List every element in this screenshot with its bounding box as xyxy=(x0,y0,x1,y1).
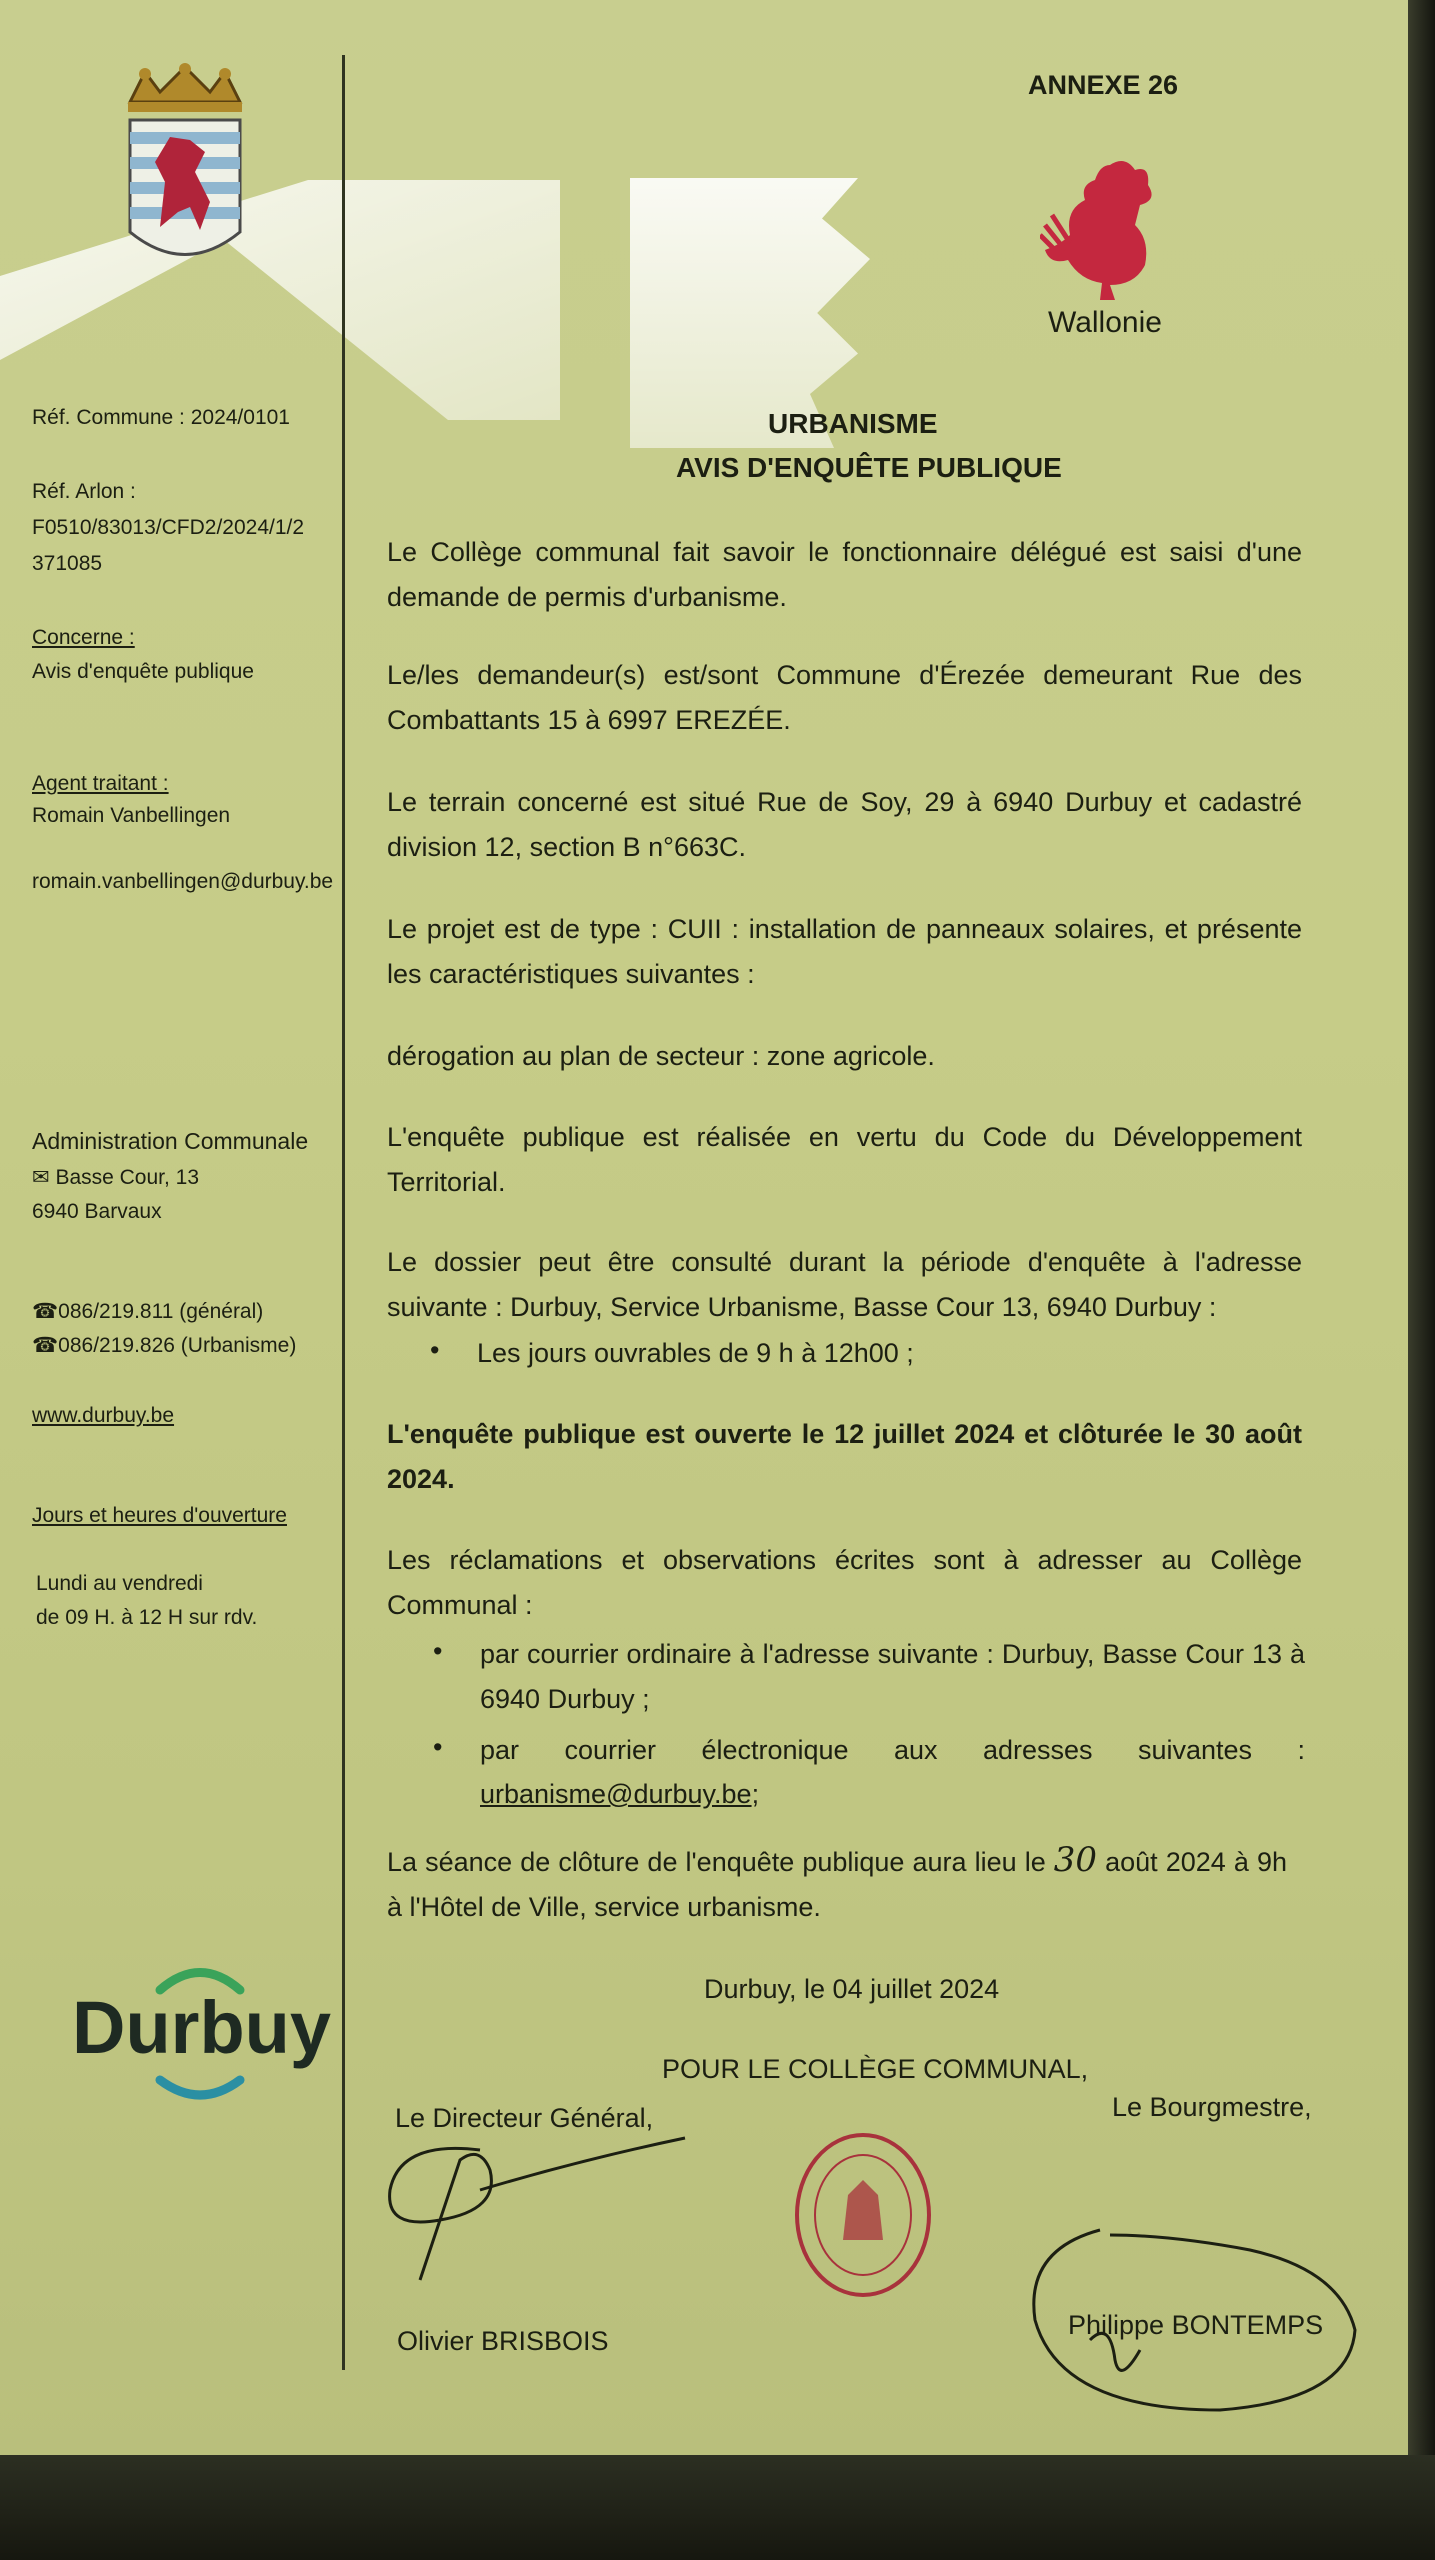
agent-name: Romain Vanbellingen xyxy=(32,804,231,827)
reference-arlon-value: F0510/83013/CFD2/2024/1/2 xyxy=(32,516,305,539)
phone-icon: ☎ xyxy=(32,1334,59,1357)
municipal-crest-icon xyxy=(120,62,250,282)
paragraph-legal-basis: L'enquête publique est réalisée en vertu du Code du Développement Territorial. xyxy=(387,1122,1302,1197)
administration-postcode: 6940 Barvaux xyxy=(32,1200,162,1223)
urbanisme-email-link: urbanisme@durbuy.be xyxy=(480,1779,752,1809)
phone-urbanisme: ☎086/219.826 (Urbanisme) xyxy=(32,1334,297,1357)
bullet-marker: • xyxy=(433,1732,443,1762)
complaint-by-post: par courrier ordinaire à l'adresse suivante : Durbuy, Basse Cour 13 à 6940 Durbuy ; xyxy=(480,1639,1305,1714)
complaint-email-address: urbanisme@durbuy.be; xyxy=(480,1779,760,1809)
municipal-seal-stamp xyxy=(793,2130,933,2300)
director-name: Olivier BRISBOIS xyxy=(397,2326,609,2356)
durbuy-logo-text: Durbuy xyxy=(72,1986,331,2069)
wallonie-rooster-icon xyxy=(1040,155,1160,305)
paragraph-closing-session: La séance de clôture de l'enquête publique aura lieu le 30 août 2024 à 9h à l'Hôtel de Ville, service urbanisme. xyxy=(387,1840,1287,1922)
notice-heading: URBANISME xyxy=(768,408,938,439)
paragraph-applicant: Le/les demandeur(s) est/sont Commune d'Érezée demeurant Rue des Combattants 15 à 6997 EREZÉE. xyxy=(387,660,1302,735)
opening-hours-label: Jours et heures d'ouverture xyxy=(32,1504,287,1527)
paragraph-consultation: Le dossier peut être consulté durant la période d'enquête à l'adresse suivante : Durbuy, Service Urbanisme, Basse Cour 13, 6940 Durbuy : xyxy=(387,1247,1302,1322)
display-case-frame xyxy=(1408,0,1435,2560)
bullet-marker: • xyxy=(433,1636,443,1666)
notice-subheading: AVIS D'ENQUÊTE PUBLIQUE xyxy=(676,452,1062,483)
opening-hours-days: Lundi au vendredi xyxy=(36,1572,203,1595)
phone-general: ☎086/219.811 (général) xyxy=(32,1300,264,1323)
paragraph-inquiry-dates: L'enquête publique est ouverte le 12 juillet 2024 et clôturée le 30 août 2024. xyxy=(387,1419,1302,1494)
administration-title: Administration Communale xyxy=(32,1128,309,1154)
column-divider xyxy=(342,55,345,2370)
complaint-by-email: par courrier électronique aux adresses suivantes : xyxy=(480,1735,1305,1765)
opening-hours-time: de 09 H. à 12 H sur rdv. xyxy=(36,1606,258,1629)
bullet-marker: • xyxy=(430,1335,440,1365)
mayor-name: Philippe BONTEMPS xyxy=(1068,2310,1324,2340)
concerne-value: Avis d'enquête publique xyxy=(32,660,254,683)
paragraph-college: Le Collège communal fait savoir le fonctionnaire délégué est saisi d'une demande de permis d'urbanisme. xyxy=(387,537,1302,612)
window-reflection xyxy=(0,180,560,420)
reference-arlon-label: Réf. Arlon : xyxy=(32,480,136,503)
consultation-hours: Les jours ouvrables de 9 h à 12h00 ; xyxy=(477,1338,914,1368)
administration-address: ✉ Basse Cour, 13 xyxy=(32,1166,200,1189)
paragraph-project: Le projet est de type : CUII : installation de panneaux solaires, et présente les caractéristiques suivantes : xyxy=(387,914,1302,989)
date-line: Durbuy, le 04 juillet 2024 xyxy=(704,1974,1000,2004)
director-title: Le Directeur Général, xyxy=(395,2103,654,2133)
mayor-title: Le Bourgmestre, xyxy=(1112,2092,1312,2122)
paragraph-complaints: Les réclamations et observations écrites sont à adresser au Collège Communal : xyxy=(387,1545,1302,1620)
handwritten-day: 30 xyxy=(1053,1840,1098,1880)
display-case-frame xyxy=(0,2455,1435,2560)
agent-email: romain.vanbellingen@durbuy.be xyxy=(32,870,334,893)
phone-icon: ☎ xyxy=(32,1300,59,1323)
paragraph-land: Le terrain concerné est situé Rue de Soy, 29 à 6940 Durbuy et cadastré division 12, section B n°663C. xyxy=(387,787,1302,862)
director-signature xyxy=(380,2130,700,2290)
region-logo-text: Wallonie xyxy=(1048,306,1162,339)
annex-number: ANNEXE 26 xyxy=(1028,70,1179,100)
mail-icon: ✉ xyxy=(32,1166,56,1189)
concerne-label: Concerne : xyxy=(32,626,135,649)
reference-commune: Réf. Commune : 2024/0101 xyxy=(32,406,290,429)
paragraph-derogation: dérogation au plan de secteur : zone agricole. xyxy=(387,1041,935,1071)
website-link: www.durbuy.be xyxy=(32,1404,175,1427)
agent-label: Agent traitant : xyxy=(32,772,169,795)
college-signature-heading: POUR LE COLLÈGE COMMUNAL, xyxy=(662,2054,1089,2084)
reference-arlon-value: 371085 xyxy=(32,552,103,575)
